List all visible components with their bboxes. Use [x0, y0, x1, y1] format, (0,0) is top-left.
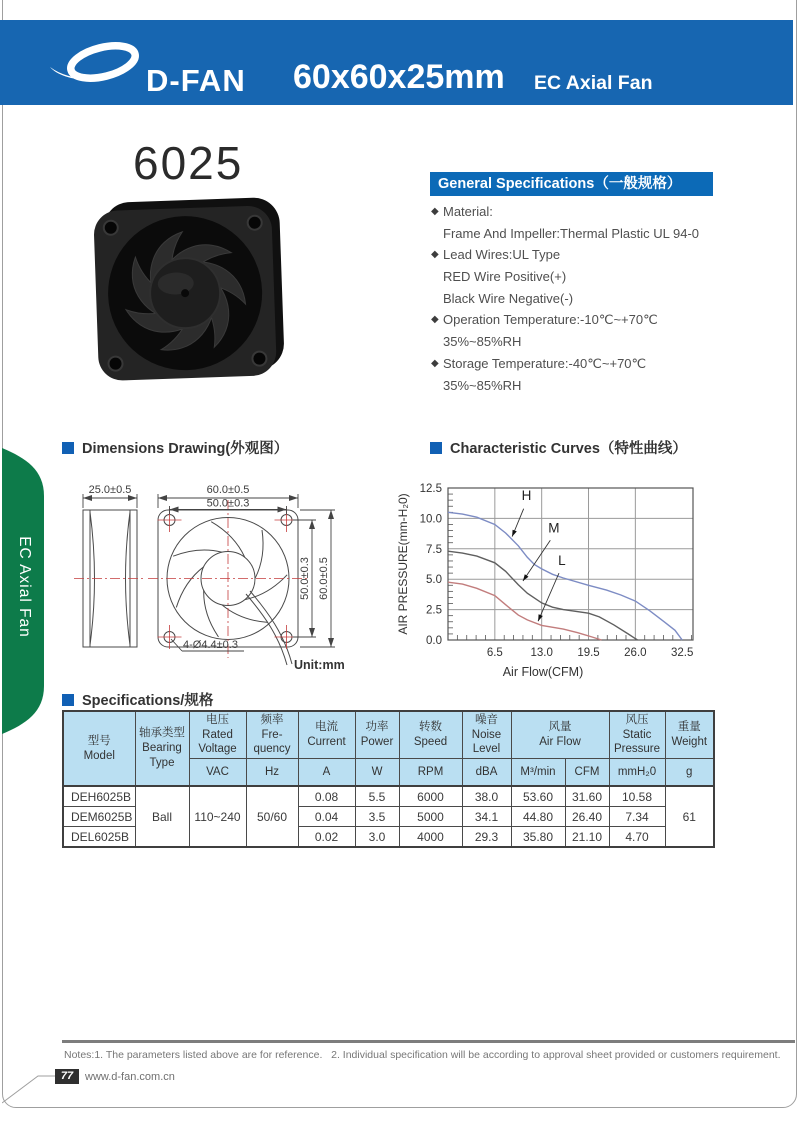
spec-line-text: 35%~85%RH [443, 377, 522, 393]
x-tick-label: 32.5 [670, 647, 694, 659]
cell-noise: 34.1 [462, 807, 511, 827]
y-axis-label: AIR PRESSURE(mm-H₂0) [396, 493, 410, 635]
x-axis-label: Air Flow(CFM) [502, 665, 584, 679]
spec-line [431, 353, 731, 375]
cell-speed: 6000 [399, 786, 462, 807]
spec-line [431, 375, 731, 397]
cell-pressure: 4.70 [609, 827, 665, 848]
unit-power: W [355, 759, 399, 787]
page-number-badge: 77 [55, 1069, 79, 1084]
cell-current: 0.02 [298, 827, 355, 848]
y-tick-label: 12.5 [419, 483, 442, 495]
cell-current: 0.04 [298, 807, 355, 827]
x-tick-label: 6.5 [486, 647, 503, 659]
spec-line-text: Lead Wires:UL Type [443, 247, 561, 263]
cell-airflow-m3: 35.80 [511, 827, 565, 848]
unit-frequency: Hz [246, 759, 298, 787]
curves-section-title: Characteristic Curves（特性曲线） [450, 441, 687, 457]
specs-section-title: Specifications/规格 [82, 693, 214, 709]
spec-line [431, 288, 731, 310]
col-header-frequency: 频率 Fre-quency [246, 711, 298, 759]
unit-voltage: VAC [189, 759, 246, 787]
col-header-voltage: 电压 Rated Voltage [189, 711, 246, 759]
col-header-noise: 噪音 Noise Level [462, 711, 511, 759]
diamond-bullet-icon: ◆ [431, 357, 439, 369]
curve-M [448, 551, 638, 640]
dim-hole-pitch-v: 50.0±0.3 [299, 557, 311, 600]
product-line: EC Axial Fan [534, 72, 653, 94]
x-tick-label: 26.0 [624, 647, 647, 659]
cell-speed: 5000 [399, 807, 462, 827]
cell-power: 3.5 [355, 807, 399, 827]
unit-airflow-m3: M³/min [511, 759, 565, 787]
curves-section-header [430, 437, 687, 458]
annotation-arrowhead [512, 530, 517, 537]
cell-voltage: 110~240 [189, 786, 246, 847]
cell-model: DEH6025B [63, 786, 135, 807]
col-header-airflow: 风量 Air Flow [511, 711, 609, 759]
blue-square-icon [62, 442, 74, 454]
curve-label-L: L [558, 553, 566, 569]
cell-power: 5.5 [355, 786, 399, 807]
spec-line [431, 266, 731, 288]
dim-mounting-holes: 4-Ø4.4±0.3 [183, 639, 238, 651]
annotation-leader [523, 540, 550, 581]
col-header-pressure: 风压 Static Pressure [609, 711, 665, 759]
unit-airflow-cfm: CFM [565, 759, 609, 787]
y-tick-label: 2.5 [426, 604, 442, 617]
blue-square-icon [62, 694, 74, 706]
dim-hole-pitch-h: 50.0±0.3 [206, 497, 250, 510]
spec-line-text: RED Wire Positive(+) [443, 269, 567, 285]
dimensions-drawing [60, 462, 405, 687]
cell-speed: 4000 [399, 827, 462, 848]
x-tick-label: 19.5 [577, 647, 600, 659]
curve-label-M: M [548, 520, 560, 536]
x-tick-label: 13.0 [530, 647, 553, 659]
col-header-model: 型号 Model [63, 711, 135, 786]
unit-noise: dBA [462, 759, 511, 787]
diamond-bullet-icon: ◆ [431, 314, 439, 326]
spec-line-text: Material: [443, 204, 493, 219]
product-size: 60x60x25mm [293, 58, 505, 96]
col-header-bearing: 轴承类型 Bearing Type [135, 711, 189, 786]
dimensions-section-header [62, 437, 288, 458]
y-tick-label: 0.0 [426, 635, 442, 647]
col-header-speed: 转数 Speed [399, 711, 462, 759]
model-number-title: 6025 [133, 137, 244, 189]
unit-speed: RPM [399, 759, 462, 787]
dim-depth: 25.0±0.5 [88, 484, 132, 496]
plot-frame [448, 488, 693, 640]
curve-label-H: H [521, 488, 532, 504]
unit-pressure: mmH₂0 [609, 759, 665, 787]
spec-line [431, 223, 731, 245]
specs-section-header [62, 689, 213, 710]
spec-line-text: Frame And Impeller:Thermal Plastic UL 94-0 [443, 225, 700, 241]
cell-weight: 61 [665, 786, 714, 847]
dim-width: 60.0±0.5 [206, 484, 250, 496]
cell-pressure: 10.58 [609, 786, 665, 807]
cell-current: 0.08 [298, 786, 355, 807]
fan-product-photo [80, 190, 300, 390]
unit-current: A [298, 759, 355, 787]
side-tab-label: EC Axial Fan [16, 536, 33, 638]
table-row [63, 786, 714, 807]
dim-unit-label: Unit:mm [294, 658, 345, 672]
spec-line-text: Storage Temperature:-40℃~+70℃ [443, 355, 647, 371]
dim-height: 60.0±0.5 [318, 557, 330, 600]
cell-airflow-cfm: 26.40 [565, 807, 609, 827]
cell-bearing: Ball [135, 786, 189, 847]
footer-divider [62, 1040, 795, 1043]
cell-airflow-m3: 53.60 [511, 786, 565, 807]
cell-model: DEM6025B [63, 807, 135, 827]
footer-corner-line [2, 1070, 58, 1106]
y-tick-label: 5.0 [426, 574, 442, 587]
cell-airflow-cfm: 21.10 [565, 827, 609, 848]
brand-name: D-FAN [146, 63, 246, 98]
unit-weight: g [665, 759, 714, 787]
cell-noise: 38.0 [462, 786, 511, 807]
annotation-arrowhead [523, 574, 529, 581]
spec-line [431, 244, 731, 266]
general-specs-list [431, 201, 731, 396]
y-tick-label: 10.0 [419, 513, 442, 526]
characteristic-curves-chart [396, 466, 706, 686]
y-tick-label: 7.5 [426, 543, 442, 556]
spec-line-text: 35%~85%RH [443, 334, 522, 350]
footer-notes: Notes:1. The parameters listed above are for reference. 2. Individual specification will be according to approval sheet provided or customers requirement. [64, 1049, 781, 1061]
dimensions-section-title: Dimensions Drawing(外观图） [82, 441, 289, 457]
curve-H [448, 512, 682, 640]
spec-line [431, 309, 731, 331]
dfan-logo-icon [48, 36, 148, 90]
specifications-table [62, 710, 715, 848]
cell-noise: 29.3 [462, 827, 511, 848]
cell-airflow-m3: 44.80 [511, 807, 565, 827]
cell-power: 3.0 [355, 827, 399, 848]
diamond-bullet-icon: ◆ [431, 249, 439, 261]
general-specs-header: General Specifications（一般规格） [430, 172, 713, 196]
cell-model: DEL6025B [63, 827, 135, 848]
cell-frequency: 50/60 [246, 786, 298, 847]
impeller-blade-lines [173, 521, 288, 638]
col-header-weight: 重量 Weight [665, 711, 714, 759]
website-text: www.d-fan.com.cn [85, 1071, 175, 1083]
col-header-current: 电流 Current [298, 711, 355, 759]
diamond-bullet-icon: ◆ [431, 206, 439, 217]
spec-line-text: Operation Temperature:-10℃~+70℃ [443, 312, 658, 328]
col-header-power: 功率 Power [355, 711, 399, 759]
cell-airflow-cfm: 31.60 [565, 786, 609, 807]
spec-line-text: Black Wire Negative(-) [443, 290, 574, 306]
spec-line [431, 331, 731, 353]
blue-square-icon [430, 442, 442, 454]
cell-pressure: 7.34 [609, 807, 665, 827]
header-bar [0, 20, 793, 105]
spec-line [431, 201, 731, 223]
